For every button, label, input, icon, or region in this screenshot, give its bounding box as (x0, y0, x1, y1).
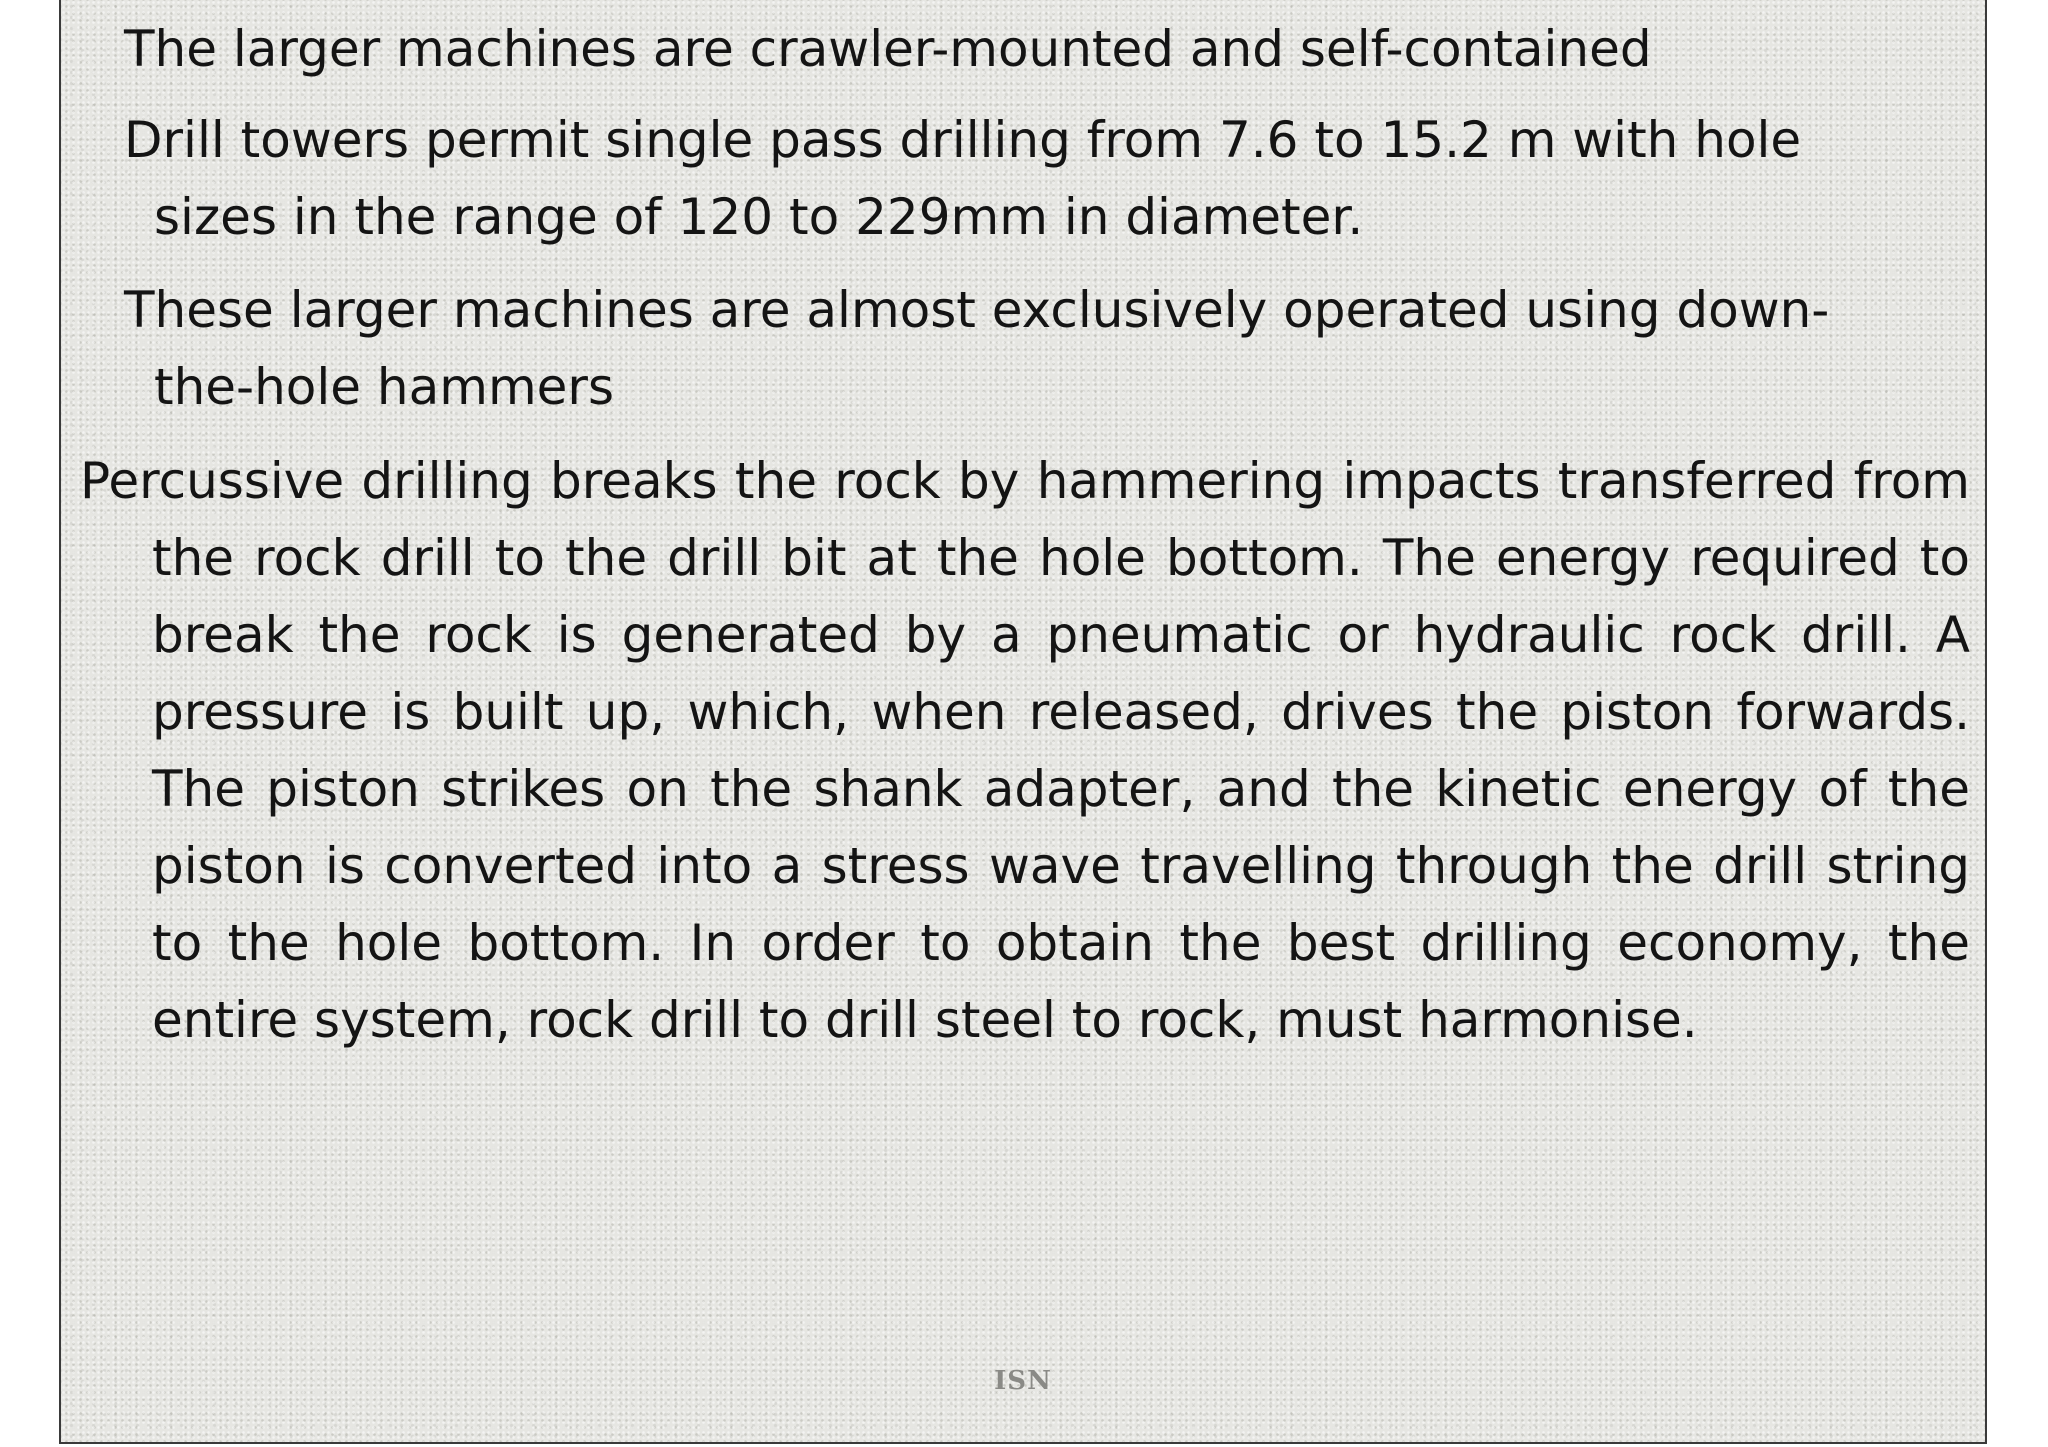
bullet-item (124, 11, 1904, 88)
slide (59, 0, 1987, 1444)
body-paragraph: Percussive drilling breaks the rock by hammering impacts transferred from the rock drill to the drill bit at the hole bottom. The energy required to break the rock is generated by a pneumatic or hydraulic rock drill. A pressure is built up, which, when released, drives the piston forwards. The piston strikes on the shank adapter, and the kinetic energy of the piston is converted into a stress wave travelling through the drill string to the hole bottom. In order to obtain the best drilling economy, the entire system, rock drill to drill steel to rock, must harmonise. (80, 452, 1970, 1049)
bullet-line: Drill towers permit single pass drilling from 7.6 to 15.2 m with hole (124, 111, 1802, 169)
bullet-line-continuation: sizes in the range of 120 to 229mm in diameter. (154, 188, 1364, 246)
bullet-line-continuation: the-hole hammers (154, 358, 615, 416)
bullet-line: The larger machines are crawler-mounted and self-contained (124, 20, 1652, 78)
footer-watermark: ISN (994, 1366, 1052, 1396)
bullet-line: These larger machines are almost exclusively operated using down- (124, 281, 1830, 339)
bullet-item (124, 102, 1904, 256)
bullet-item (124, 272, 1904, 426)
